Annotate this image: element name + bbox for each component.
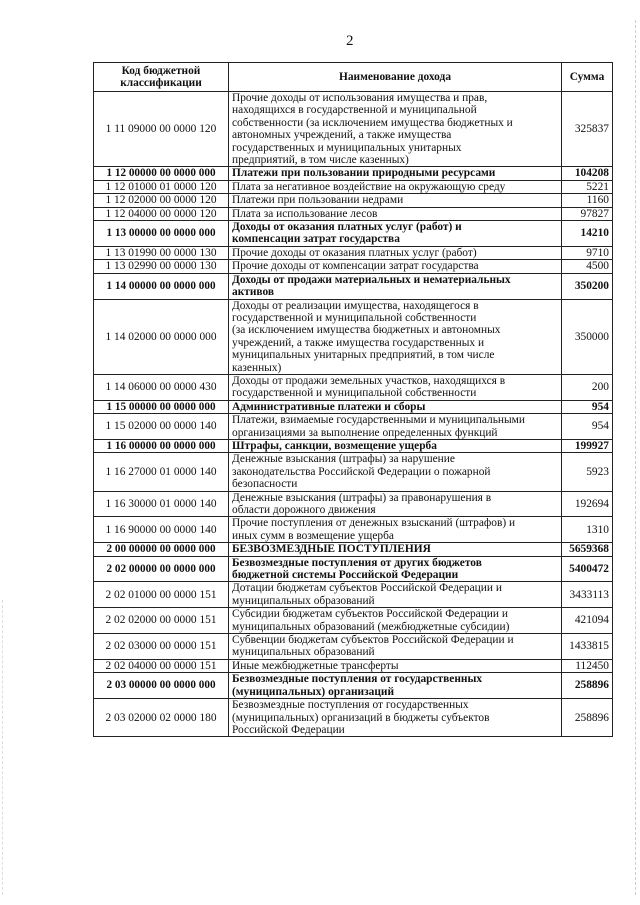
cell-name: Прочие поступления от денежных взысканий (штрафов) и иных сумм в возмещение ущерба	[229, 517, 562, 543]
table-row	[94, 453, 613, 491]
header-sum: Сумма	[562, 63, 613, 92]
cell-name: БЕЗВОЗМЕЗДНЫЕ ПОСТУПЛЕНИЯ	[229, 543, 562, 556]
cell-sum: 258896	[562, 699, 613, 737]
cell-code: 1 16 27000 01 0000 140	[94, 453, 229, 491]
cell-code: 2 02 03000 00 0000 151	[94, 634, 229, 660]
table-row	[94, 414, 613, 440]
table-row	[94, 194, 613, 207]
cell-sum: 104208	[562, 167, 613, 180]
cell-sum: 1310	[562, 517, 613, 543]
cell-sum: 112450	[562, 659, 613, 672]
cell-name: Доходы от продажи материальных и нематериальных активов	[229, 273, 562, 299]
cell-code: 2 03 00000 00 0000 000	[94, 673, 229, 699]
cell-code: 1 14 06000 00 0000 430	[94, 374, 229, 400]
cell-code: 2 02 01000 00 0000 151	[94, 582, 229, 608]
table-row-section	[94, 439, 613, 452]
table-row	[94, 699, 613, 737]
cell-name: Платежи при пользовании недрами	[229, 194, 562, 207]
table-row	[94, 246, 613, 259]
table-row	[94, 92, 613, 167]
table-row	[94, 207, 613, 220]
cell-code: 2 02 00000 00 0000 000	[94, 556, 229, 582]
table-header-row	[94, 63, 613, 92]
cell-code: 2 02 04000 00 0000 151	[94, 659, 229, 672]
cell-sum: 4500	[562, 260, 613, 273]
cell-sum: 421094	[562, 608, 613, 634]
cell-name: Прочие доходы от использования имущества и прав, находящихся в государственной и муниципальной собственности (за исключением имущества бюджетных и автономных учреждений, а также имущества государственных и муниципальных унитарных предприятий, в том числе казенных)	[229, 92, 562, 167]
table-row	[94, 659, 613, 672]
cell-sum: 5221	[562, 180, 613, 193]
cell-name: Платежи, взимаемые государственными и муниципальными организациями за выполнение определенных функций	[229, 414, 562, 440]
cell-code: 1 13 00000 00 0000 000	[94, 221, 229, 247]
cell-code: 1 14 00000 00 0000 000	[94, 273, 229, 299]
cell-code: 1 12 01000 01 0000 120	[94, 180, 229, 193]
header-code: Код бюджетной классификации	[94, 63, 229, 92]
cell-name: Административные платежи и сборы	[229, 400, 562, 413]
table-row	[94, 517, 613, 543]
cell-name: Платежи при пользовании природными ресурсами	[229, 167, 562, 180]
cell-name: Безвозмездные поступления от государственных (муниципальных) организаций в бюджеты субъектов Российской Федерации	[229, 699, 562, 737]
revenue-table	[93, 62, 613, 737]
cell-code: 1 16 90000 00 0000 140	[94, 517, 229, 543]
cell-name: Денежные взыскания (штрафы) за нарушение законодательства Российской Федерации о пожарной безопасности	[229, 453, 562, 491]
cell-code: 1 12 00000 00 0000 000	[94, 167, 229, 180]
cell-sum: 14210	[562, 221, 613, 247]
cell-name: Дотации бюджетам субъектов Российской Федерации и муниципальных образований	[229, 582, 562, 608]
table-row	[94, 299, 613, 374]
cell-code: 1 15 02000 00 0000 140	[94, 414, 229, 440]
cell-sum: 350200	[562, 273, 613, 299]
table-row-section	[94, 543, 613, 556]
cell-sum: 1160	[562, 194, 613, 207]
cell-code: 1 16 30000 01 0000 140	[94, 491, 229, 517]
cell-code: 1 12 04000 00 0000 120	[94, 207, 229, 220]
cell-name: Доходы от реализации имущества, находящегося в государственной и муниципальной собственности (за исключением имущества бюджетных и автономных учреждений, а также имущества государственных и муниципальных унитарных предприятий, в том числе казенных)	[229, 299, 562, 374]
cell-name: Доходы от продажи земельных участков, находящихся в государственной и муниципальной собственности	[229, 374, 562, 400]
cell-code: 1 11 09000 00 0000 120	[94, 92, 229, 167]
cell-name: Прочие доходы от оказания платных услуг (работ)	[229, 246, 562, 259]
cell-sum: 1433815	[562, 634, 613, 660]
cell-sum: 350000	[562, 299, 613, 374]
table-row	[94, 374, 613, 400]
cell-name: Плата за негативное воздействие на окружающую среду	[229, 180, 562, 193]
table-row-section	[94, 221, 613, 247]
cell-sum: 5400472	[562, 556, 613, 582]
table-row-section	[94, 673, 613, 699]
cell-name: Прочие доходы от компенсации затрат государства	[229, 260, 562, 273]
cell-code: 1 13 01990 00 0000 130	[94, 246, 229, 259]
cell-code: 1 14 02000 00 0000 000	[94, 299, 229, 374]
table-row	[94, 608, 613, 634]
table-row	[94, 180, 613, 193]
cell-code: 1 15 00000 00 0000 000	[94, 400, 229, 413]
table-row	[94, 634, 613, 660]
cell-sum: 200	[562, 374, 613, 400]
cell-name: Безвозмездные поступления от государственных (муниципальных) организаций	[229, 673, 562, 699]
table-row	[94, 491, 613, 517]
cell-name: Иные межбюджетные трансферты	[229, 659, 562, 672]
cell-code: 1 13 02990 00 0000 130	[94, 260, 229, 273]
cell-sum: 954	[562, 400, 613, 413]
cell-sum: 258896	[562, 673, 613, 699]
cell-name: Штрафы, санкции, возмещение ущерба	[229, 439, 562, 452]
cell-name: Субвенции бюджетам субъектов Российской Федерации и муниципальных образований	[229, 634, 562, 660]
cell-name: Безвозмездные поступления от других бюджетов бюджетной системы Российской Федерации	[229, 556, 562, 582]
cell-sum: 3433113	[562, 582, 613, 608]
cell-sum: 9710	[562, 246, 613, 259]
cell-code: 1 12 02000 00 0000 120	[94, 194, 229, 207]
table-row	[94, 582, 613, 608]
cell-code: 2 03 02000 02 0000 180	[94, 699, 229, 737]
header-name: Наименование дохода	[229, 63, 562, 92]
cell-code: 2 00 00000 00 0000 000	[94, 543, 229, 556]
table-row-section	[94, 556, 613, 582]
cell-sum: 192694	[562, 491, 613, 517]
page-number: 2	[346, 33, 354, 49]
cell-sum: 954	[562, 414, 613, 440]
cell-code: 2 02 02000 00 0000 151	[94, 608, 229, 634]
cell-sum: 5659368	[562, 543, 613, 556]
cell-name: Плата за использование лесов	[229, 207, 562, 220]
cell-name: Доходы от оказания платных услуг (работ) и компенсации затрат государства	[229, 221, 562, 247]
cell-sum: 325837	[562, 92, 613, 167]
cell-code: 1 16 00000 00 0000 000	[94, 439, 229, 452]
cell-name: Денежные взыскания (штрафы) за правонарушения в области дорожного движения	[229, 491, 562, 517]
table-body	[94, 92, 613, 737]
table-row	[94, 260, 613, 273]
table-row-section	[94, 273, 613, 299]
table-row-section	[94, 167, 613, 180]
cell-sum: 97827	[562, 207, 613, 220]
scan-edge	[635, 20, 636, 895]
cell-name: Субсидии бюджетам субъектов Российской Федерации и муниципальных образований (межбюджетные субсидии)	[229, 608, 562, 634]
scan-edge-left	[2, 600, 3, 895]
cell-sum: 5923	[562, 453, 613, 491]
table-row-section	[94, 400, 613, 413]
cell-sum: 199927	[562, 439, 613, 452]
